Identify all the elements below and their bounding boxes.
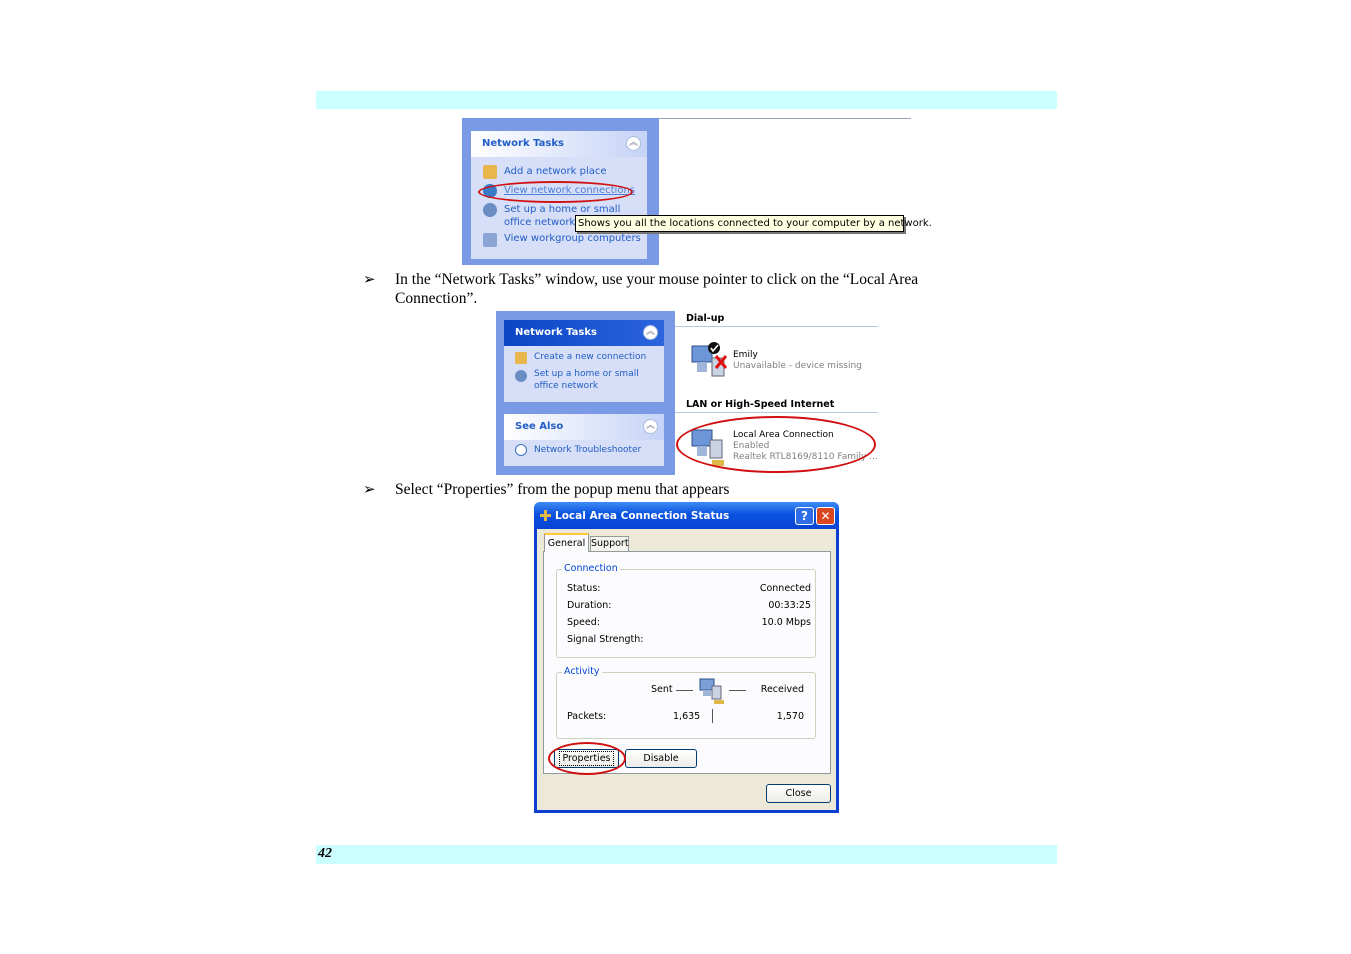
bullet-icon: ➢: [363, 482, 376, 498]
speed-value: 10.0 Mbps: [761, 617, 811, 628]
help-button[interactable]: ?: [795, 507, 814, 525]
add-network-place-icon: [483, 165, 497, 179]
new-connection-icon: [515, 352, 527, 364]
instruction-step2: Select “Properties” from the popup menu that appears: [395, 481, 730, 498]
instruction-step1: [395, 270, 995, 308]
properties-button-label: Properties: [559, 751, 613, 766]
sent-label: Sent: [651, 684, 673, 695]
footer-band: [316, 845, 1057, 864]
dialup-divider: [675, 326, 878, 327]
network-tasks-panel-2: [504, 320, 664, 402]
speed-label: Speed:: [567, 617, 600, 628]
panel-header: [471, 131, 647, 157]
dialup-connection-icon[interactable]: [688, 340, 730, 382]
collapse-chevron-icon[interactable]: ︽: [643, 325, 658, 340]
home-network-icon: [515, 370, 527, 382]
packets-sent-value: 1,635: [673, 711, 701, 722]
see-also-title: See Also: [515, 421, 564, 432]
sent-line: [676, 690, 693, 691]
task-setup-home-line2[interactable]: office network: [534, 381, 599, 391]
packets-label: Packets:: [567, 711, 607, 722]
page-number: 42: [318, 846, 332, 861]
panel-header-2: [504, 320, 664, 346]
lan-device: Realtek RTL8169/8110 Family ...: [733, 452, 878, 462]
network-connections-screenshot: [496, 311, 675, 475]
see-also-header: [504, 414, 664, 440]
connection-legend: Connection: [564, 563, 618, 574]
info-icon: [515, 444, 527, 456]
see-also-panel: [504, 414, 664, 466]
instruction-step1-line2: Connection”.: [395, 290, 478, 307]
received-line: [729, 690, 746, 691]
dialup-name[interactable]: Emily: [733, 350, 758, 360]
highlight-ellipse-view-connections: [478, 181, 636, 203]
lan-status: Enabled: [733, 441, 770, 451]
header-band: [316, 91, 1057, 109]
activity-group: [556, 672, 816, 739]
collapse-chevron-icon[interactable]: ︽: [643, 419, 658, 434]
divider-line: [659, 118, 911, 119]
panel-title: Network Tasks: [482, 138, 564, 149]
dialog-titlebar[interactable]: [534, 502, 839, 529]
task-network-troubleshooter[interactable]: Network Troubleshooter: [534, 445, 642, 455]
task-setup-home-network-line2[interactable]: office network: [504, 217, 576, 228]
tab-general[interactable]: General: [544, 533, 589, 552]
task-create-connection[interactable]: Create a new connection: [534, 352, 647, 362]
dialup-status: Unavailable - device missing: [733, 361, 862, 371]
duration-value: 00:33:25: [768, 600, 811, 611]
duration-label: Duration:: [567, 600, 612, 611]
highlight-ellipse-properties: [548, 742, 626, 775]
dialup-header: Dial-up: [686, 313, 725, 324]
instruction-step1-line1: In the “Network Tasks” window, use your mouse pointer to click on the “Local Area: [395, 271, 919, 288]
task-view-workgroup-computers[interactable]: View workgroup computers: [504, 233, 641, 244]
packets-divider: [712, 709, 713, 723]
bullet-icon: ➢: [363, 272, 376, 288]
task-setup-home-line1[interactable]: Set up a home or small: [534, 369, 639, 379]
status-label: Status:: [567, 583, 601, 594]
collapse-chevron-icon[interactable]: ︽: [626, 136, 641, 151]
task-setup-home-network-line1[interactable]: Set up a home or small: [504, 204, 621, 215]
panel-title-2: Network Tasks: [515, 327, 597, 338]
lan-name[interactable]: Local Area Connection: [733, 430, 834, 440]
disable-button[interactable]: Disable: [625, 749, 697, 768]
task-view-network-connections[interactable]: View network connections: [504, 185, 636, 196]
lan-divider: [675, 412, 878, 413]
lan-header: LAN or High-Speed Internet: [686, 399, 835, 410]
packets-received-value: 1,570: [776, 711, 804, 722]
connection-title-icon: [539, 509, 552, 522]
signal-strength-label: Signal Strength:: [567, 634, 644, 645]
received-label: Received: [760, 684, 804, 695]
highlight-ellipse-local-area-connection: [676, 416, 876, 473]
task-add-network-place[interactable]: Add a network place: [504, 166, 607, 177]
status-value: Connected: [759, 583, 811, 594]
dialog-title: Local Area Connection Status: [555, 510, 730, 522]
workgroup-computers-icon: [483, 233, 497, 247]
general-tab-panel: [543, 551, 831, 774]
tab-support[interactable]: Support: [591, 538, 629, 549]
close-title-button[interactable]: ✕: [816, 507, 835, 525]
activity-legend: Activity: [564, 666, 600, 677]
tooltip: Shows you all the locations connected to your computer by a network.: [575, 215, 904, 232]
close-button[interactable]: Close: [766, 784, 831, 803]
activity-network-icon: [697, 676, 727, 706]
home-network-icon: [483, 203, 497, 217]
